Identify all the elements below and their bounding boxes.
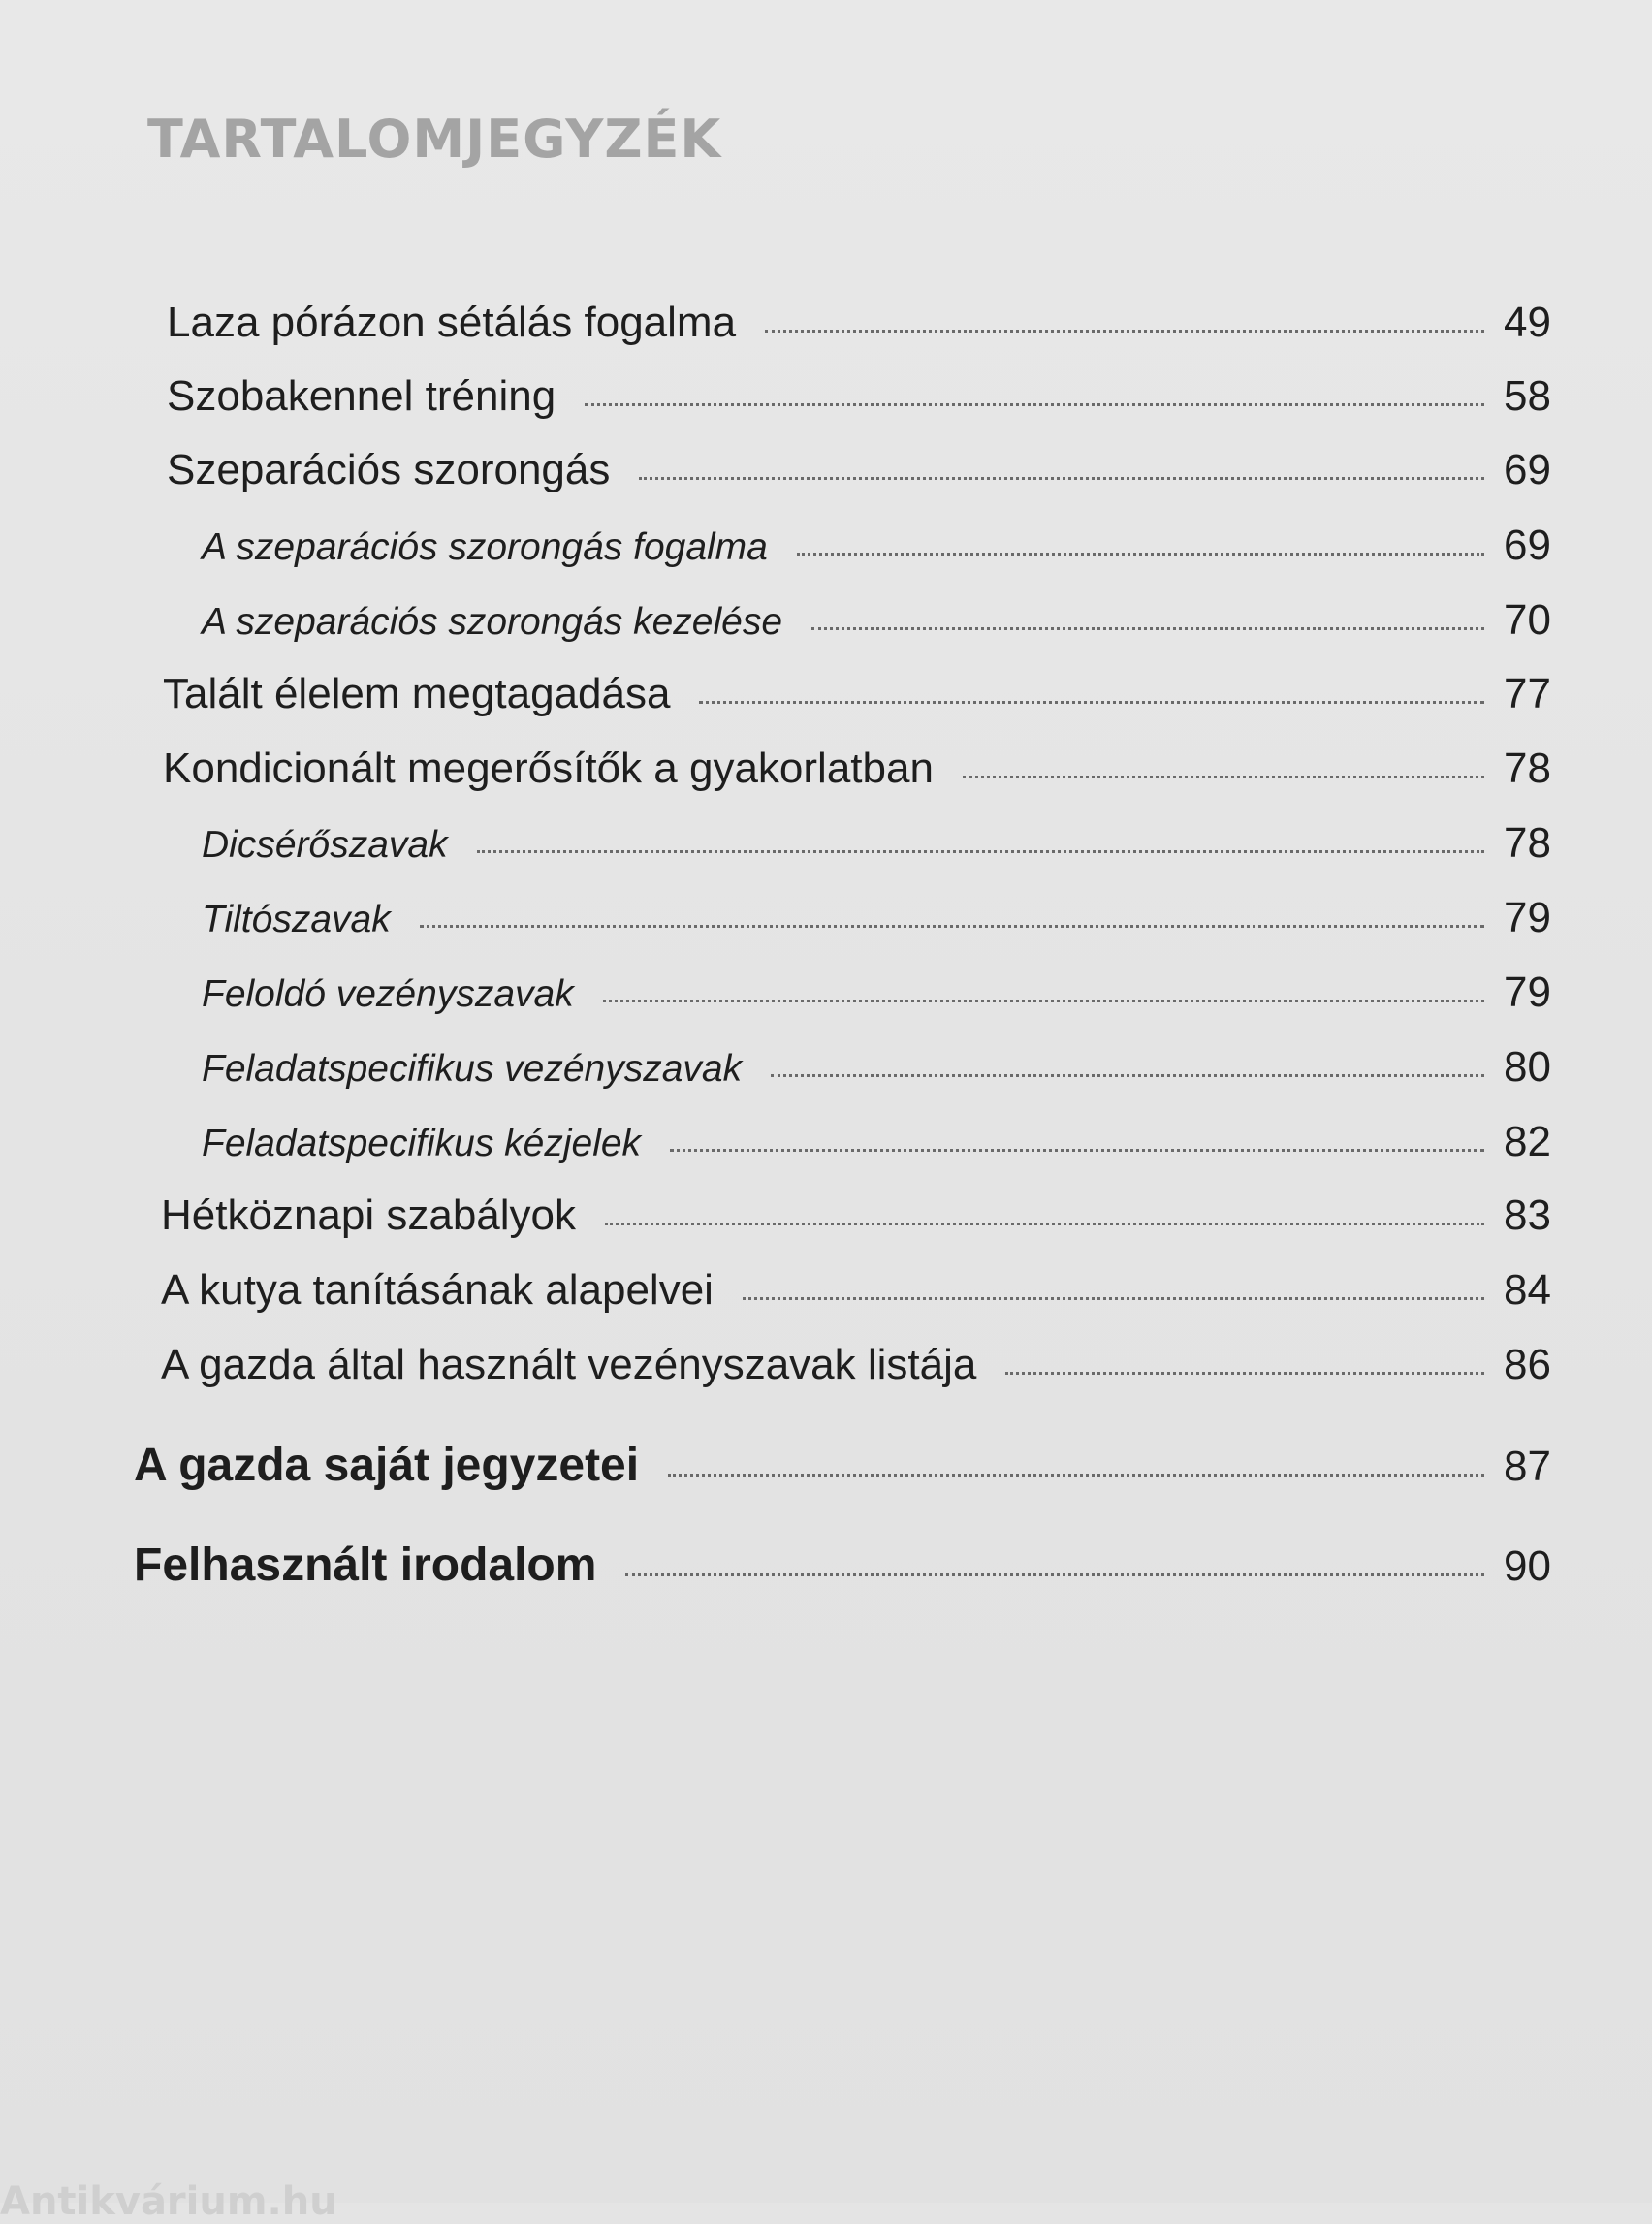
dot-leader	[420, 925, 1484, 928]
toc-entry-page: 69	[1504, 522, 1551, 569]
toc-entry-title: A szeparációs szorongás fogalma	[202, 526, 768, 568]
toc-entry	[167, 372, 1551, 421]
toc-entry-title: Dicsérőszavak	[202, 824, 448, 866]
toc-entry-page: 49	[1504, 299, 1551, 346]
toc-entry	[167, 446, 1551, 494]
toc-subentry	[202, 522, 1551, 570]
toc-entry-title: Feladatspecifikus vezényszavak	[202, 1048, 743, 1090]
dot-leader	[797, 553, 1484, 556]
toc-entry-title: Szeparációs szorongás	[167, 446, 611, 493]
toc-entry	[163, 670, 1551, 718]
toc-entry	[167, 299, 1551, 347]
dot-leader	[699, 701, 1484, 704]
toc-entry-title: Feladatspecifikus kézjelek	[202, 1123, 642, 1164]
toc-subentry	[202, 819, 1551, 868]
toc-entry-page: 83	[1504, 1191, 1551, 1239]
toc-entry-title: Kondicionált megerősítők a gyakorlatban	[163, 745, 934, 792]
toc-entry-title: Laza pórázon sétálás fogalma	[167, 299, 737, 346]
dot-leader	[605, 1223, 1484, 1225]
toc-entry-title: Feloldó vezényszavak	[202, 973, 574, 1015]
dot-leader	[585, 403, 1484, 406]
toc-entry	[161, 1191, 1551, 1240]
watermark: Antikvárium.hu	[0, 2179, 337, 2224]
toc-entry	[161, 1266, 1551, 1315]
toc-entry-title: Tiltószavak	[202, 899, 391, 940]
toc-entry-page: 77	[1504, 670, 1551, 717]
toc-subentry	[202, 969, 1551, 1017]
dot-leader	[477, 850, 1484, 853]
toc-entry-page: 70	[1504, 596, 1551, 644]
toc-subentry	[202, 1043, 1551, 1092]
dot-leader	[668, 1474, 1484, 1477]
dot-leader	[811, 627, 1484, 630]
toc-chapter	[134, 1439, 1551, 1492]
toc-entry-title: A kutya tanításának alapelvei	[161, 1266, 714, 1314]
toc-entry-title: Talált élelem megtagadása	[163, 670, 671, 717]
dot-leader	[743, 1297, 1484, 1300]
toc-entry	[161, 1341, 1551, 1389]
toc-entry-title: A gazda által használt vezényszavak listája	[161, 1341, 977, 1388]
toc-heading: TARTALOMJEGYZÉK	[147, 109, 722, 170]
toc-entry-page: 69	[1504, 446, 1551, 493]
toc-entry-page: 82	[1504, 1118, 1551, 1165]
toc-entry-page: 78	[1504, 819, 1551, 867]
toc-entry-page: 86	[1504, 1341, 1551, 1388]
toc-entry-page: 80	[1504, 1043, 1551, 1091]
toc-entry-title: A gazda saját jegyzetei	[134, 1440, 640, 1491]
toc-entry-page: 84	[1504, 1266, 1551, 1314]
toc-entry-title: Felhasznált irodalom	[134, 1540, 597, 1591]
toc-entry-page: 90	[1504, 1542, 1551, 1590]
toc-subentry	[202, 596, 1551, 645]
dot-leader	[603, 1000, 1484, 1002]
toc-entry-page: 79	[1504, 894, 1551, 941]
toc-entry-page: 58	[1504, 372, 1551, 420]
toc-entry-title: Szobakennel tréning	[167, 372, 556, 420]
toc-chapter	[134, 1539, 1551, 1592]
dot-leader	[639, 477, 1484, 480]
dot-leader	[963, 776, 1484, 778]
toc-subentry	[202, 1118, 1551, 1166]
toc-entry-page: 79	[1504, 969, 1551, 1016]
toc-entry-page: 87	[1504, 1443, 1551, 1490]
toc-subentry	[202, 894, 1551, 942]
toc-entry-page: 78	[1504, 745, 1551, 792]
dot-leader	[771, 1074, 1484, 1077]
dot-leader	[765, 330, 1484, 333]
toc-entry-title: Hétköznapi szabályok	[161, 1191, 577, 1239]
dot-leader	[625, 1573, 1484, 1576]
dot-leader	[1005, 1372, 1484, 1375]
toc-entry	[163, 745, 1551, 793]
dot-leader	[670, 1149, 1484, 1152]
toc-entry-title: A szeparációs szorongás kezelése	[202, 601, 783, 643]
